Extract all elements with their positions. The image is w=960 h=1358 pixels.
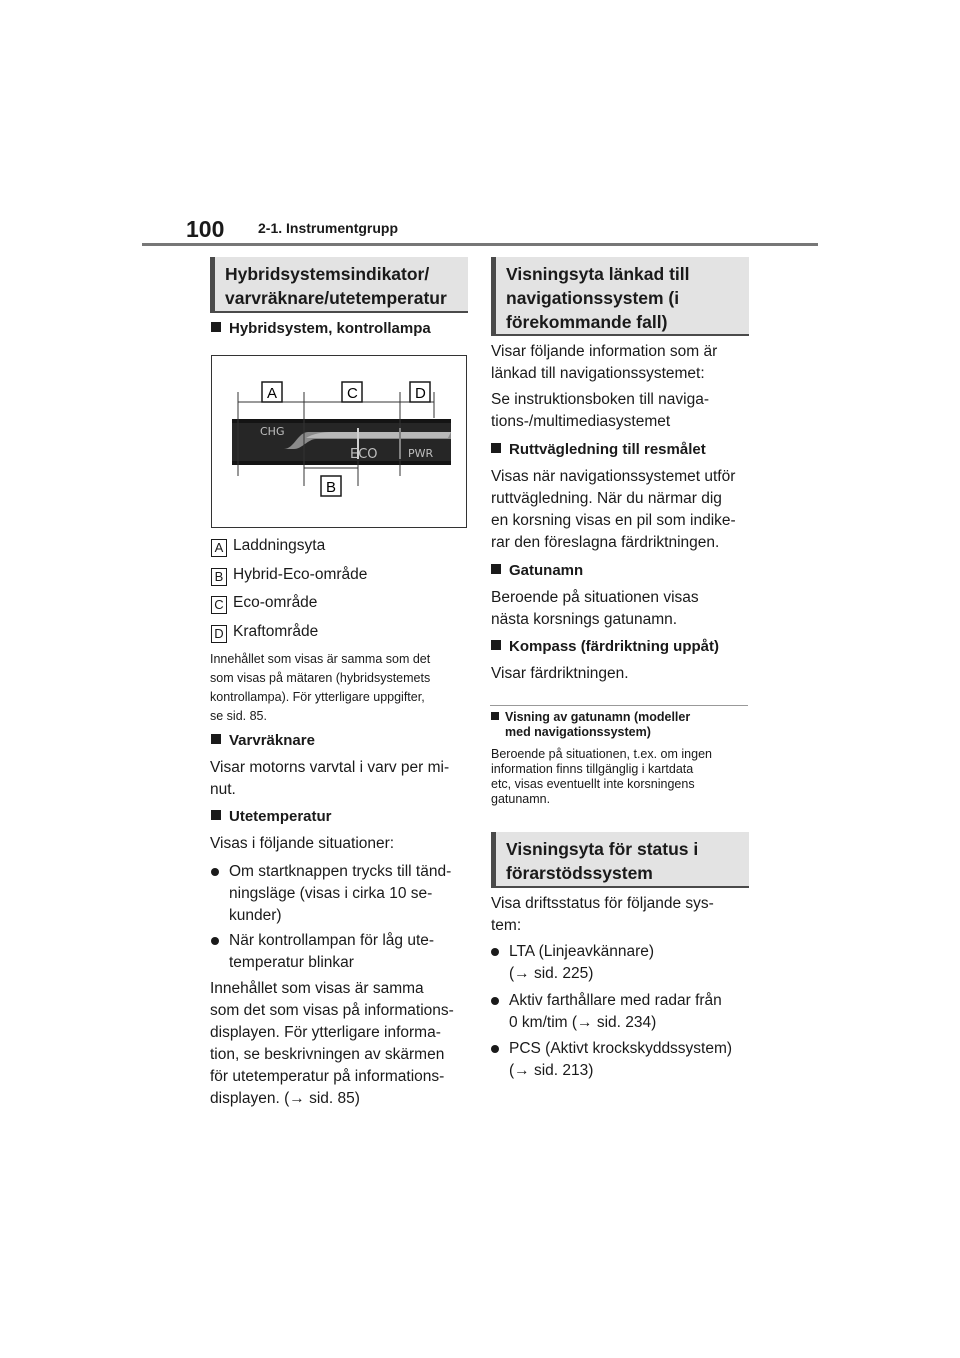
square-bullet-icon	[211, 810, 221, 820]
text-line: etc, visas eventuellt inte korsningens	[491, 777, 695, 791]
legend-text: Eco-område	[233, 594, 318, 611]
section-heading-driver-assist	[491, 832, 749, 888]
legend-key: A	[211, 539, 227, 557]
bullet-item	[491, 1038, 732, 1082]
heading-line: Hybridsystemsindikator/	[225, 264, 430, 284]
legend-key: B	[211, 568, 227, 586]
legend-text: Laddningsyta	[233, 537, 326, 554]
bullet-dot-icon	[491, 948, 499, 956]
text-line: se sid. 85.	[210, 709, 267, 723]
text-line: nut.	[210, 781, 236, 798]
bullet-dot-icon	[211, 868, 219, 876]
text-line: tem:	[491, 917, 522, 934]
subheading-compass	[491, 638, 719, 655]
text-line: När kontrollampan för låg ute-	[229, 932, 435, 949]
square-bullet-icon	[211, 734, 221, 744]
text-line: ruttvägledning. När du närmar dig	[491, 490, 722, 507]
text-line: för utetemperatur på informations-	[210, 1068, 445, 1085]
section-heading-hybrid	[210, 257, 468, 313]
chapter-title: 2-1. Instrumentgrupp	[258, 220, 399, 236]
section-heading-navigation	[491, 257, 749, 336]
eco-label: ECO	[350, 447, 378, 462]
text-line: rar den föreslagna färdriktningen.	[491, 534, 720, 551]
heading-line: Visningsyta för status i	[506, 839, 699, 859]
subheading-text: Hybridsystem, kontrollampa	[229, 320, 431, 337]
hybrid-indicator-figure	[211, 355, 467, 528]
square-bullet-icon	[211, 322, 221, 332]
text-line: Beroende på situationen visas	[491, 589, 699, 606]
text-line: länkad till navigationssystemet:	[491, 365, 705, 382]
heading-line: förarstödssystem	[506, 863, 653, 883]
text-line: (→ sid. 225)	[509, 965, 594, 982]
text-line: en korsning visas en pil som indike-	[491, 512, 736, 529]
subheading-text: Varvräknare	[229, 732, 315, 749]
text-line: 0 km/tim (→ sid. 234)	[509, 1014, 657, 1031]
text-line: Visa driftsstatus för följande sys-	[491, 895, 714, 912]
legend-item	[211, 622, 318, 643]
subheading-route-guidance	[491, 441, 706, 458]
text-line: (→ sid. 213)	[509, 1062, 594, 1079]
paragraph	[491, 341, 717, 385]
text-line: ningsläge (visas i cirka 10 se-	[229, 885, 433, 902]
text-line: LTA (Linjeavkännare)	[509, 943, 655, 960]
legend-text: Hybrid-Eco-område	[233, 566, 368, 583]
note-paragraph	[210, 650, 470, 726]
paragraph	[210, 757, 449, 801]
small-paragraph	[491, 747, 753, 807]
meter-curve-highlight	[306, 432, 451, 438]
text-line: Beroende på situationen, t.ex. om ingen	[491, 747, 712, 761]
text-line: kunder)	[229, 907, 282, 924]
heading-line: Visningsyta länkad till	[506, 264, 690, 284]
text-line: temperatur blinkar	[229, 954, 354, 971]
bullet-item	[491, 990, 722, 1034]
label-a: A	[267, 385, 278, 402]
text-line: Innehållet som visas är samma	[210, 980, 424, 997]
text-line: som det som visas på informations-	[210, 1002, 454, 1019]
paragraph	[491, 893, 714, 937]
paragraph	[491, 389, 709, 433]
square-bullet-icon	[491, 640, 501, 650]
header-rule	[142, 243, 818, 246]
bullet-dot-icon	[491, 997, 499, 1005]
text-line: Om startknappen trycks till tänd-	[229, 863, 452, 880]
chg-label: CHG	[260, 425, 285, 438]
heading-line: varvräknare/utetemperatur	[225, 288, 447, 308]
subheading-tachometer	[211, 732, 315, 749]
text-line: som visas på mätaren (hybridsystemets	[210, 671, 431, 685]
closing-paragraph	[210, 978, 454, 1110]
text-line: kontrollampa). För ytterligare uppgifter,	[210, 690, 425, 704]
subheading-text: Gatunamn	[509, 562, 584, 579]
text-line: Aktiv farthållare med radar från	[509, 992, 722, 1009]
legend-item	[211, 565, 367, 586]
text-line: information finns tillgänglig i kartdata	[491, 762, 694, 776]
hybrid-indicator-diagram	[212, 356, 466, 527]
text-line: tion, se beskrivningen av skärmen	[210, 1046, 445, 1063]
label-d: D	[415, 385, 426, 402]
text-line: Se instruktionsboken till naviga-	[491, 391, 709, 408]
text-line: displayen. För ytterligare informa-	[210, 1024, 441, 1041]
subheading-text: Kompass (färdriktning uppåt)	[509, 638, 720, 655]
legend-item	[211, 593, 317, 614]
bullet-item	[211, 861, 451, 927]
pwr-label: PWR	[408, 447, 434, 460]
paragraph	[491, 466, 736, 554]
heading-line: navigationssystem (i	[506, 288, 680, 308]
text-line: gatunamn.	[491, 792, 551, 806]
small-subheading	[491, 710, 690, 740]
bullet-item	[211, 930, 434, 974]
legend-key: D	[211, 625, 227, 643]
legend-key: C	[211, 596, 227, 614]
text-line: Visas när navigationssystemet utför	[491, 468, 736, 485]
label-b: B	[326, 479, 337, 496]
bullet-item	[491, 941, 654, 985]
text-line: PCS (Aktivt krockskyddssystem)	[509, 1040, 733, 1057]
text-line: Innehållet som visas är samma som det	[210, 652, 431, 666]
subheading-text: Ruttvägledning till resmålet	[509, 441, 706, 458]
paragraph: Visas i följande situationer:	[210, 835, 395, 852]
square-bullet-icon	[491, 712, 499, 720]
text-line: med navigationssystem)	[505, 725, 651, 739]
square-bullet-icon	[491, 564, 501, 574]
subheading-hybrid-lamp	[211, 320, 431, 337]
paragraph: Visar färdriktningen.	[491, 665, 629, 682]
page-number: 100	[186, 216, 225, 242]
label-c: C	[347, 385, 358, 402]
text-line: tions-/multimediasystemet	[491, 413, 671, 430]
text-line: Visar följande information som är	[491, 343, 718, 360]
legend-text: Kraftområde	[233, 623, 319, 640]
text-line: nästa korsnings gatunamn.	[491, 611, 678, 628]
text-line: displayen. (→ sid. 85)	[210, 1090, 360, 1107]
legend-item	[211, 536, 325, 557]
subheading-outside-temp	[211, 808, 332, 825]
heading-line: förekommande fall)	[506, 312, 668, 332]
text-line: Visning av gatunamn (modeller	[505, 710, 691, 724]
paragraph	[491, 587, 699, 631]
bullet-dot-icon	[211, 937, 219, 945]
bullet-dot-icon	[491, 1045, 499, 1053]
text-line: Visar motorns varvtal i varv per mi-	[210, 759, 450, 776]
square-bullet-icon	[491, 443, 501, 453]
section-divider	[490, 705, 748, 706]
subheading-text: Utetemperatur	[229, 808, 332, 825]
subheading-street-name	[491, 562, 583, 579]
